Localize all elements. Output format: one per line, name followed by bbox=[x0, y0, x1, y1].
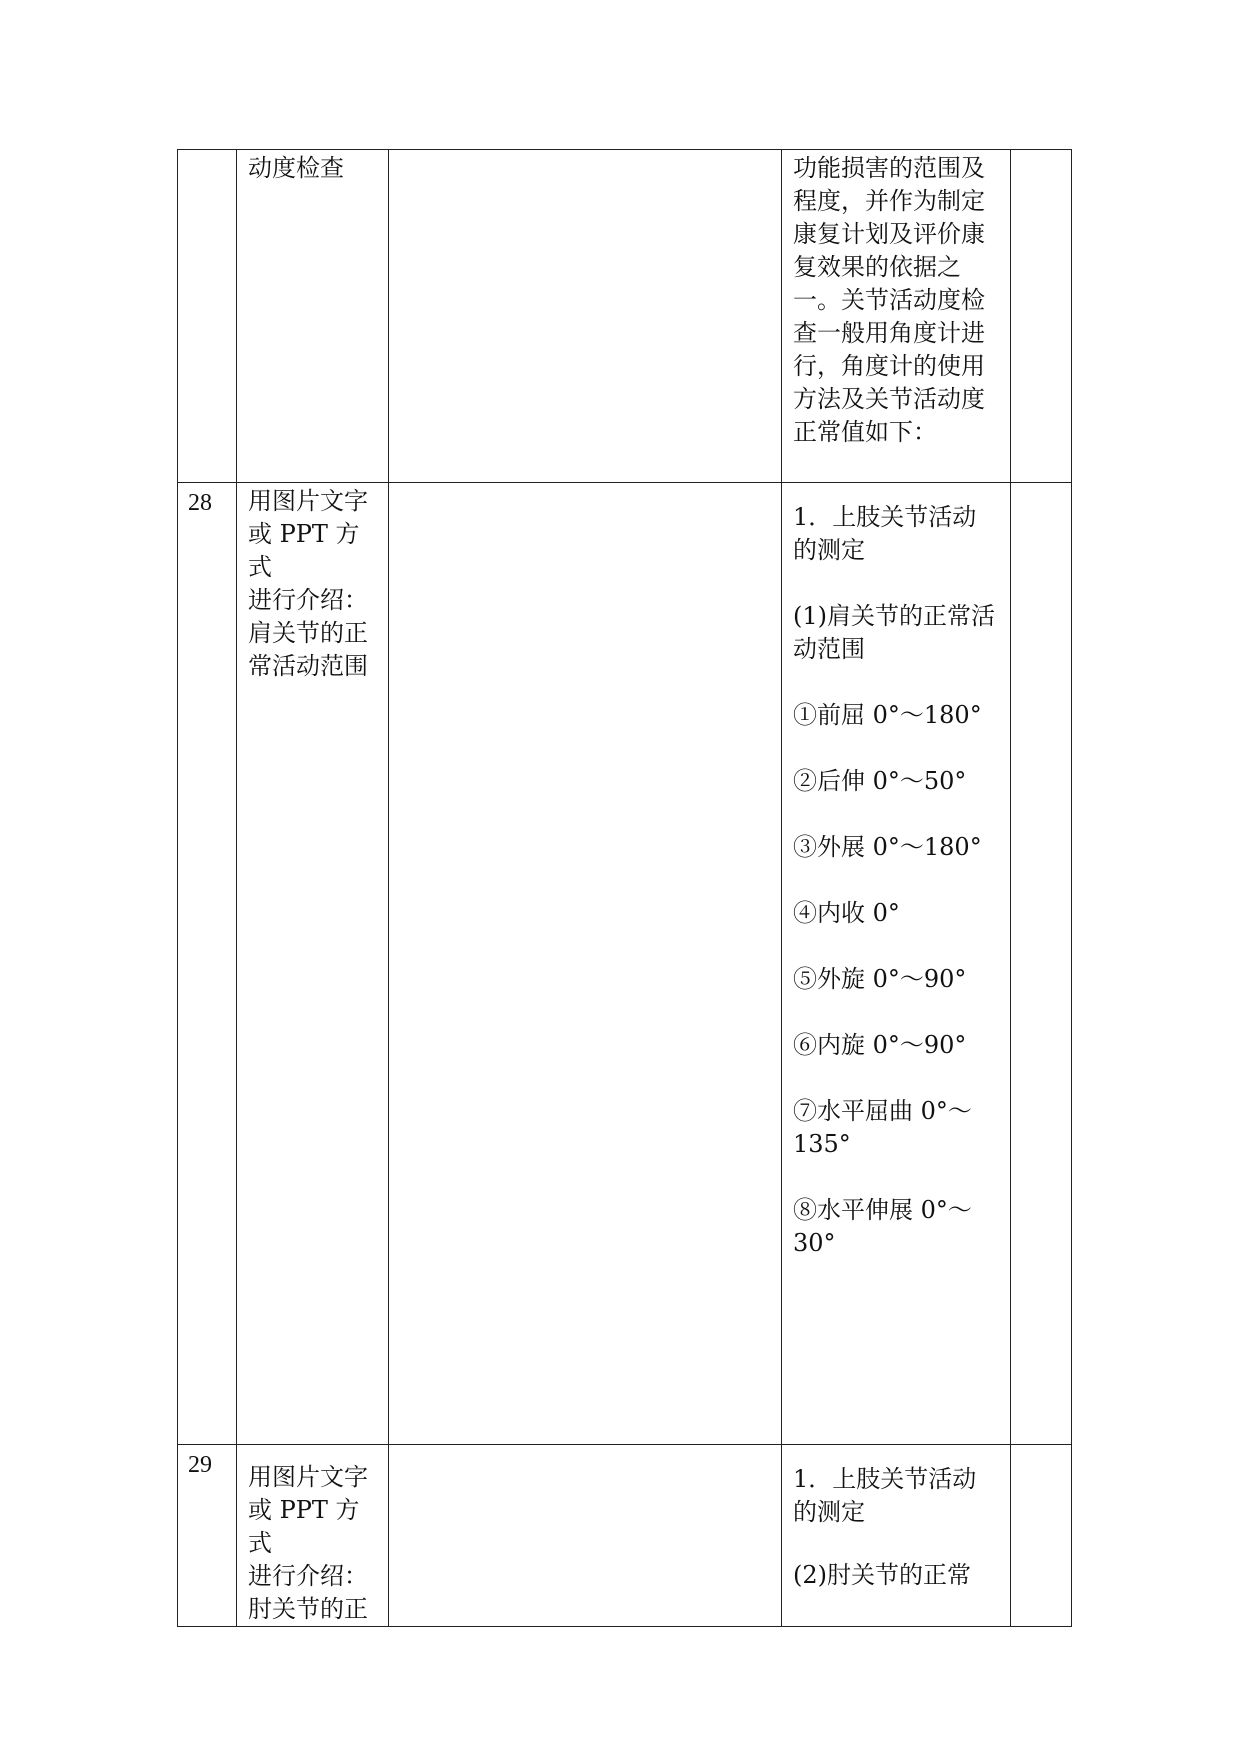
notes-paragraph: (1)肩关节的正常活动范围 bbox=[793, 602, 995, 663]
table-row bbox=[178, 1445, 1072, 1627]
notes-paragraph: ④内收 0° bbox=[793, 899, 900, 927]
row-number-cell bbox=[178, 483, 237, 1445]
notes-paragraph: (2)肘关节的正常 bbox=[793, 1561, 971, 1589]
notes-cell bbox=[782, 483, 1011, 1445]
table-row bbox=[178, 150, 1072, 483]
content-cell bbox=[389, 150, 782, 483]
remarks-cell bbox=[1011, 150, 1072, 483]
lesson-plan-table bbox=[177, 149, 1072, 1627]
notes-paragraph: 功能损害的范围及程度，并作为制定康复计划及评价康复效果的依据之一。关节活动度检查一般用角度计进行，角度计的使用方法及关节活动度正常值如下： bbox=[793, 154, 985, 446]
topic-line: 或 PPT 方式 bbox=[248, 1496, 360, 1557]
topic-cell bbox=[237, 483, 389, 1445]
row-number: 29 bbox=[188, 1452, 212, 1478]
topic-line: 用图片文字 bbox=[248, 1463, 368, 1491]
topic-cell bbox=[237, 1445, 389, 1627]
notes-paragraph: 1．上肢关节活动的测定 bbox=[793, 503, 977, 564]
row-number-cell bbox=[178, 150, 237, 483]
topic-line: 动度检查 bbox=[248, 154, 344, 182]
row-number-cell bbox=[178, 1445, 237, 1627]
topic-line: 常活动范围 bbox=[248, 652, 368, 680]
topic-line: 进行介绍： bbox=[248, 1562, 368, 1590]
notes-cell bbox=[782, 150, 1011, 483]
table-row bbox=[178, 483, 1072, 1445]
topic-line: 肘关节的正 bbox=[248, 1595, 368, 1623]
topic-line: 肩关节的正 bbox=[248, 619, 368, 647]
topic-line: 用图片文字 bbox=[248, 487, 368, 515]
notes-paragraph: ⑥内旋 0°～90° bbox=[793, 1031, 967, 1059]
topic-line: 进行介绍： bbox=[248, 586, 368, 614]
notes-paragraph: ⑦水平屈曲 0°～135° bbox=[793, 1097, 972, 1158]
notes-paragraph: ③外展 0°～180° bbox=[793, 833, 982, 861]
notes-paragraph: ②后伸 0°～50° bbox=[793, 767, 967, 795]
notes-paragraph: ⑤外旋 0°～90° bbox=[793, 965, 967, 993]
notes-paragraph: ⑧水平伸展 0°～30° bbox=[793, 1196, 972, 1257]
notes-paragraph: 1．上肢关节活动的测定 bbox=[793, 1465, 977, 1526]
content-cell bbox=[389, 483, 782, 1445]
row-number: 28 bbox=[188, 490, 212, 516]
content-cell bbox=[389, 1445, 782, 1627]
remarks-cell bbox=[1011, 483, 1072, 1445]
topic-line: 或 PPT 方式 bbox=[248, 520, 360, 581]
topic-cell bbox=[237, 150, 389, 483]
notes-cell bbox=[782, 1445, 1011, 1627]
row-number bbox=[178, 150, 236, 154]
notes-paragraph: ①前屈 0°～180° bbox=[793, 701, 982, 729]
remarks-cell bbox=[1011, 1445, 1072, 1627]
